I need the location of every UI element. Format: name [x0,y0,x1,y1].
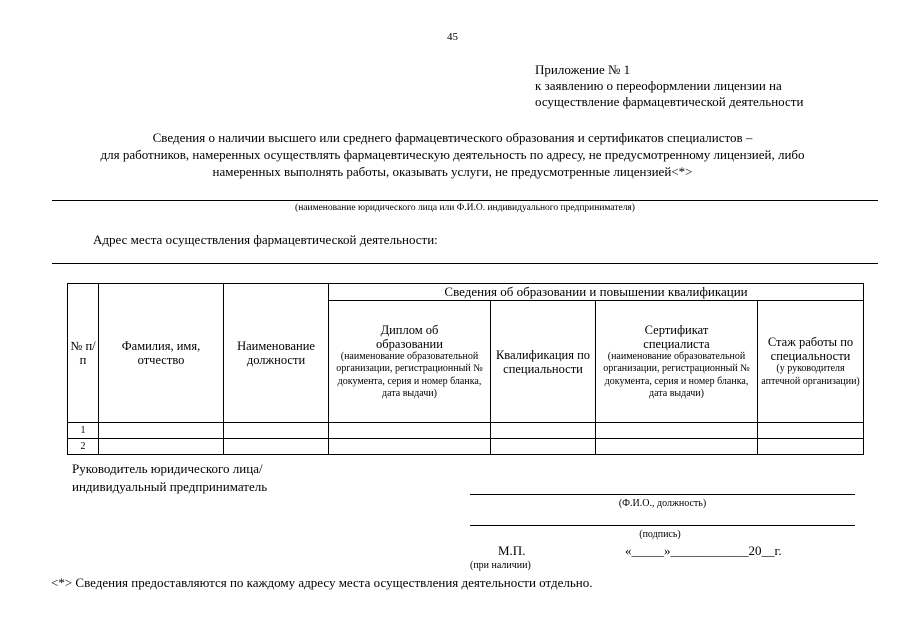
address-line [52,263,878,264]
table-cell [329,423,491,439]
col-header-experience [758,301,864,423]
table-cell [224,439,329,455]
table-cell [224,423,329,439]
table-cell [491,439,596,455]
row-number: 1 [68,423,99,439]
col-header-qualification: Квалификация по специальности [491,301,596,423]
signer-block [72,460,267,496]
col-header-position: Наименование должности [224,284,329,423]
col-header-name: Фамилия, имя, отчество [99,284,224,423]
table-cell [99,423,224,439]
document-heading [40,129,865,180]
stamp-note: (при наличии) [470,560,531,571]
appendix-line: осуществление фармацевтической деятельности [535,94,804,109]
heading-line: для работников, намеренных осуществлять фармацевтическую деятельность по адресу, не предусмотренному лицензией, либо [100,147,805,162]
col-header-diploma [329,301,491,423]
table-cell [329,439,491,455]
row-number: 2 [68,439,99,455]
appendix-line: к заявлению о переоформлении лицензии на [535,78,782,93]
page-number: 45 [447,31,458,43]
signer-line: Руководитель юридического лица/ [72,461,263,476]
col-header-number: № п/п [68,284,99,423]
diploma-title: Диплом об образовании [376,322,443,351]
staff-table [67,283,864,455]
table-cell [99,439,224,455]
signature-line [470,525,855,526]
col-header-education-group: Сведения об образовании и повышении квалификации [329,284,864,301]
table-cell [596,439,758,455]
certificate-note: (наименование образовательной организации, регистрационный № документа, серия и номер бланка, дата выдачи) [603,350,750,399]
table-row [68,439,864,455]
table-cell [758,423,864,439]
fio-line [470,494,855,495]
signature-caption: (подпись) [639,529,681,540]
table-cell [491,423,596,439]
table-cell [758,439,864,455]
diploma-note: (наименование образовательной организации, регистрационный № документа, серия и номер бланка, дата выдачи) [336,350,483,399]
date-field: «_____»____________20__г. [625,543,782,558]
appendix-block [535,62,803,110]
experience-title: Стаж работы по специальности [767,335,854,363]
footnote: <*> Сведения предоставляются по каждому адресу места осуществления деятельности отдельно. [51,575,593,590]
org-name-line [52,200,878,201]
certificate-title: Сертификат специалиста [643,322,710,351]
signer-line: индивидуальный предприниматель [72,479,268,494]
stamp-label: М.П. [498,543,526,558]
col-header-certificate [596,301,758,423]
table-cell [596,423,758,439]
appendix-title: Приложение № 1 [535,62,631,77]
address-label: Адрес места осуществления фармацевтической деятельности: [93,232,438,247]
heading-line: Сведения о наличии высшего или среднего фармацевтического образования и сертификатов специалистов – [152,130,753,145]
org-name-caption: (наименование юридического лица или Ф.И.О. индивидуального предпринимателя) [295,203,635,213]
table-row [68,423,864,439]
fio-caption: (Ф.И.О., должность) [618,498,707,509]
experience-note: (у руководителя аптечной организации) [761,363,860,387]
heading-line: намеренных выполнять работы, оказывать услуги, не предусмотренные лицензией<*> [212,164,693,179]
